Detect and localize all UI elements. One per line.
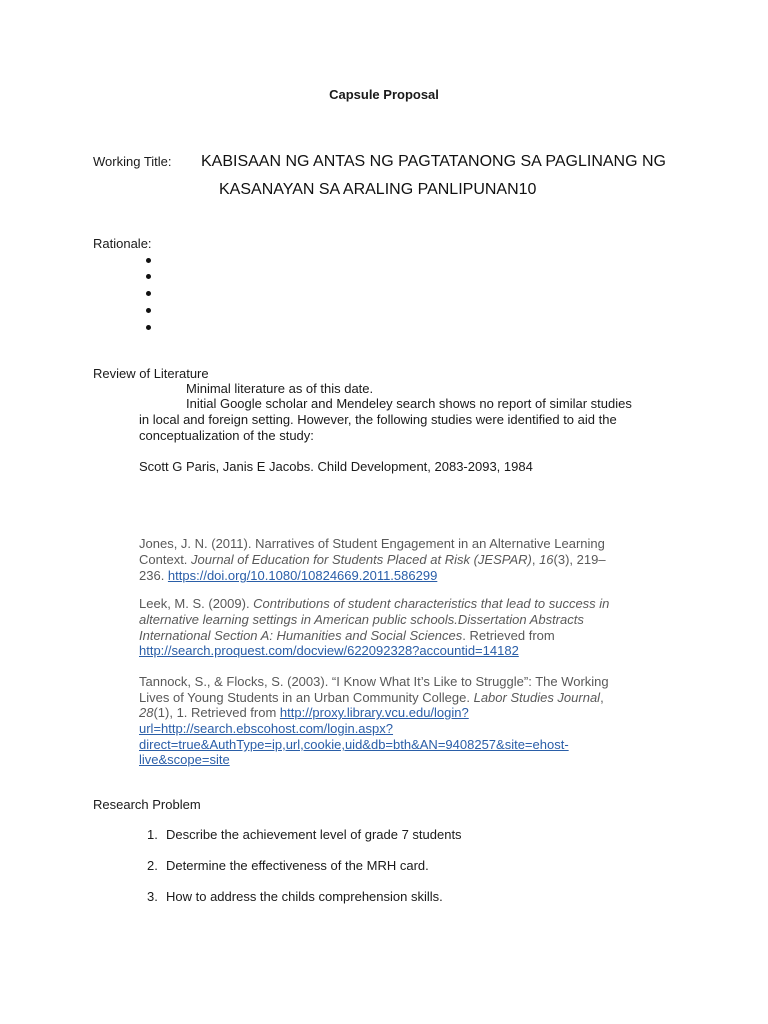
list-item: Describe the achievement level of grade 7 students: [166, 827, 462, 842]
research-problem-heading: Research Problem: [93, 797, 201, 812]
list-item-number: 1.: [147, 827, 158, 842]
reference-journal: International Section A: Humanities and Social Sciences: [139, 628, 463, 643]
reference-link[interactable]: direct=true&AuthType=ip,url,cookie,uid&db=bth&AN=9408257&site=ehost-: [139, 737, 569, 752]
review-intro-line: conceptualization of the study:: [139, 428, 314, 443]
reference-volume: 16: [539, 552, 554, 567]
reference-link[interactable]: live&scope=site: [139, 752, 230, 767]
rationale-bullet: [146, 258, 151, 263]
reference-line: [139, 674, 609, 690]
reference-title: Contributions of student characteristics that lead to success in: [253, 596, 610, 611]
reference-link[interactable]: url=http://search.ebscohost.com/login.aspx?: [139, 721, 394, 736]
reference-text: ,: [531, 552, 540, 567]
reference-volume: 28: [139, 705, 154, 720]
review-intro-line: Initial Google scholar and Mendeley search shows no report of similar studies: [186, 396, 632, 411]
reference-text: Context.: [139, 552, 192, 567]
working-title-line-2: KASANAYAN SA ARALING PANLIPUNAN10: [219, 181, 537, 198]
reference-text: Leek, M. S. (2009).: [139, 596, 254, 611]
reference-line: [139, 628, 555, 644]
reference-line: [139, 721, 393, 737]
reference-text: 236.: [139, 568, 168, 583]
reference-link[interactable]: http://search.proquest.com/docview/622092328?accountid=14182: [139, 643, 519, 658]
reference-line: [139, 643, 519, 659]
reference-text: (1), 1. Retrieved from: [153, 705, 280, 720]
reference-journal: Labor Studies Journal: [473, 690, 601, 705]
reference-line: [139, 737, 569, 753]
reference-title: alternative learning settings in American public schools.Dissertation Abstracts: [139, 612, 584, 627]
reference-line: [139, 705, 469, 721]
reference-line: [139, 612, 584, 628]
reference-text: Tannock, S., & Flocks, S. (2003). “I Know What It’s Like to Struggle”: The Working: [139, 674, 609, 689]
reference-line: [139, 568, 437, 584]
reference-text: ,: [600, 690, 604, 705]
review-intro-line: Minimal literature as of this date.: [186, 381, 374, 396]
rationale-bullet: [146, 291, 151, 296]
list-item-number: 3.: [147, 889, 158, 904]
reference-line: [139, 752, 230, 768]
reference-link[interactable]: https://doi.org/10.1080/10824669.2011.586299: [167, 568, 438, 583]
review-intro-line: in local and foreign setting. However, the following studies were identified to aid the: [139, 412, 617, 427]
document-title: Capsule Proposal: [329, 87, 439, 102]
list-item: How to address the childs comprehension skills.: [166, 889, 443, 904]
reference-journal: Journal of Education for Students Placed at Risk (JESPAR): [191, 552, 532, 567]
reference-link[interactable]: http://proxy.library.vcu.edu/login?: [279, 705, 469, 720]
rationale-bullet: [146, 308, 151, 313]
reference-text: Lives of Young Students in an Urban Community College.: [139, 690, 474, 705]
list-item: Determine the effectiveness of the MRH card.: [166, 858, 429, 873]
rationale-bullet: [146, 325, 151, 330]
working-title-label: Working Title:: [93, 154, 172, 169]
rationale-heading: Rationale:: [93, 236, 152, 251]
reference-line: [139, 536, 605, 552]
reference-line: [139, 552, 606, 568]
rationale-bullet: [146, 274, 151, 279]
working-title-line-1: KABISAAN NG ANTAS NG PAGTATANONG SA PAGLINANG NG: [201, 153, 666, 170]
list-item-number: 2.: [147, 858, 158, 873]
review-citation: Scott G Paris, Janis E Jacobs. Child Development, 2083-2093, 1984: [139, 459, 533, 474]
reference-text: Jones, J. N. (2011). Narratives of Student Engagement in an Alternative Learning: [139, 536, 605, 551]
reference-line: [139, 596, 609, 612]
reference-text: (3), 219–: [553, 552, 606, 567]
review-heading: Review of Literature: [93, 366, 209, 381]
reference-line: [139, 690, 604, 706]
reference-text: . Retrieved from: [462, 628, 555, 643]
